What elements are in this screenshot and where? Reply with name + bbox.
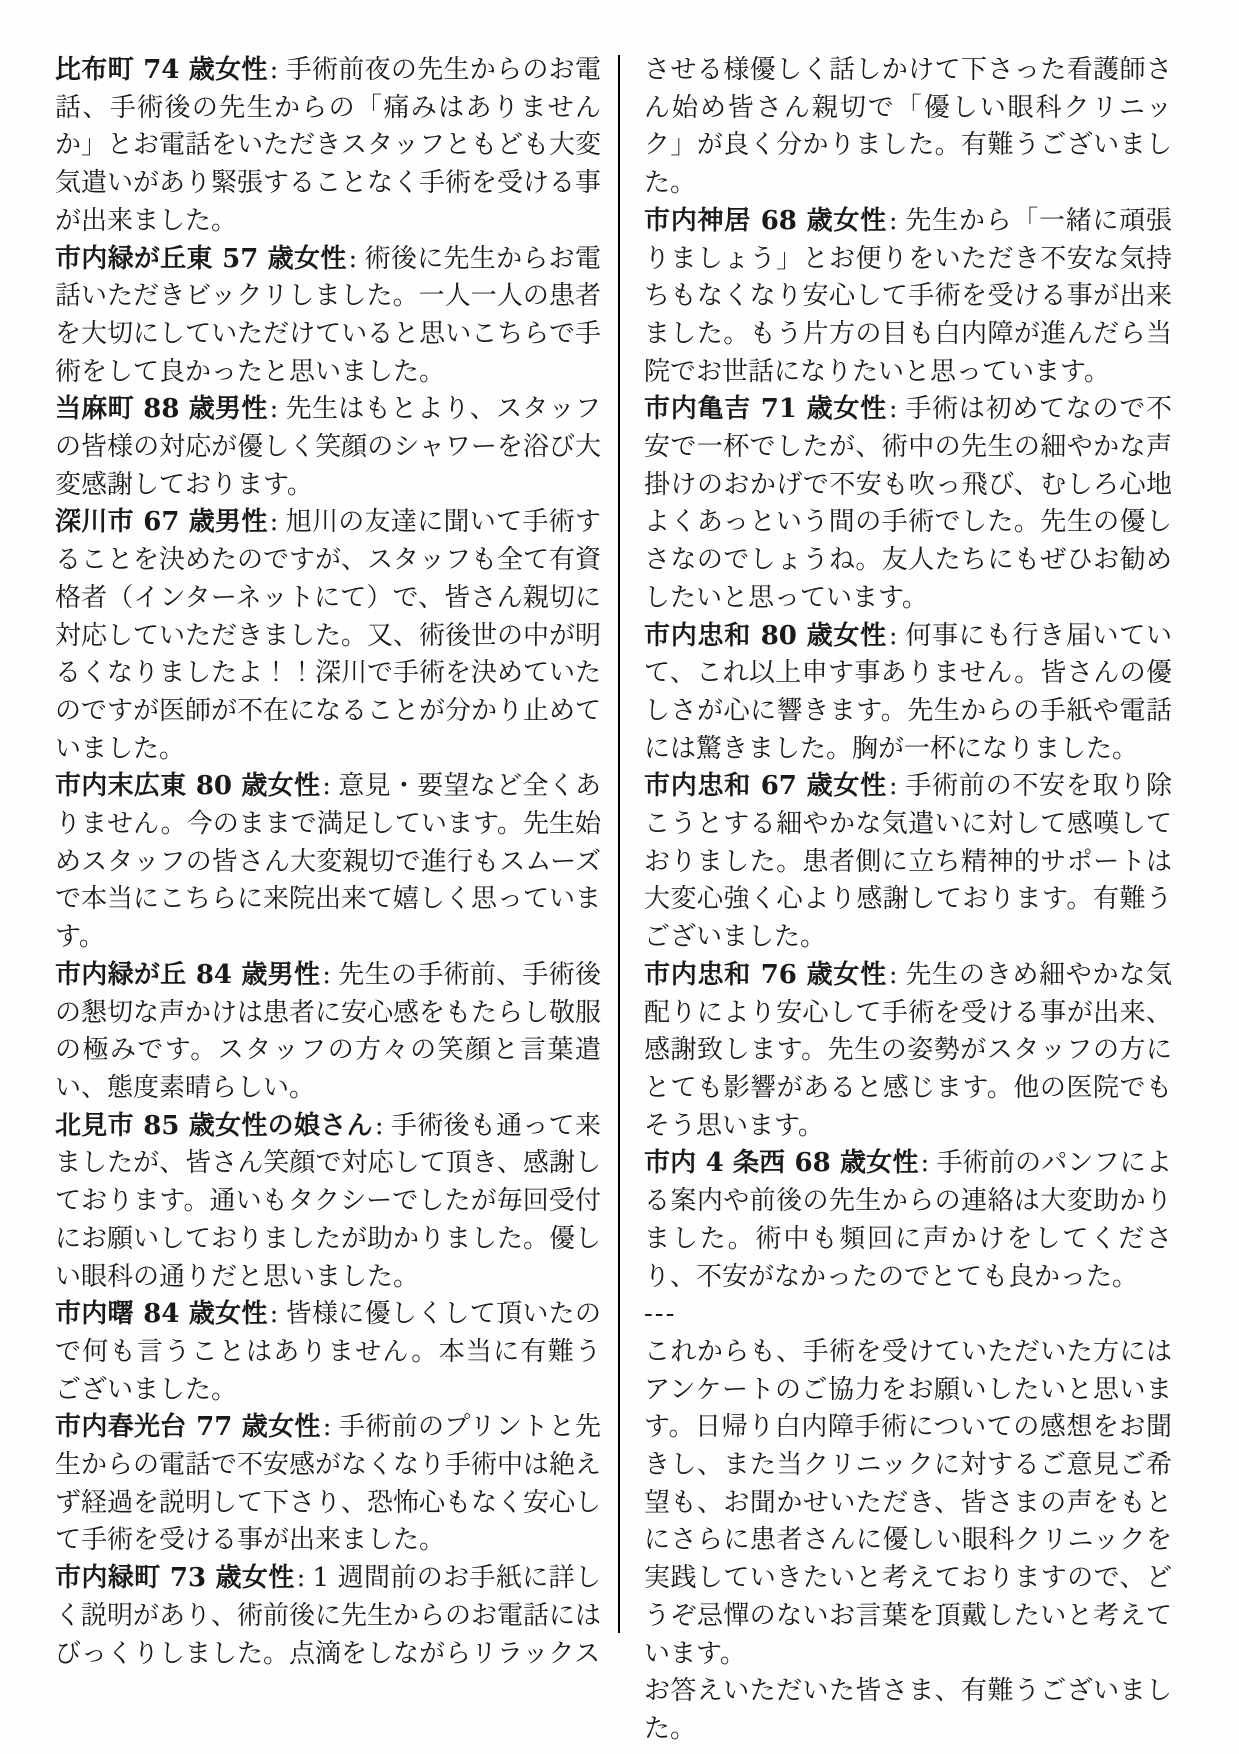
- colon-separator: :: [322, 771, 332, 802]
- testimonial-entry: [55, 391, 601, 504]
- left-column: [55, 52, 601, 1673]
- colon-separator: :: [269, 507, 279, 538]
- testimonial-text: 旭川の友達に聞いて手術することを決めたのですが、スタッフも全て有資格者（インターネットにて）で、皆さん親切に対応していただきました。又、術後世の中が明るくなりましたよ！！深川で手術を決めていたのですが医師が不在になることが分かり止めていました。: [55, 507, 602, 764]
- colon-separator: :: [348, 243, 358, 274]
- testimonial-text: 先生のきめ細やかな気配りにより安心して手術を受ける事が出来、感謝致します。先生の姿勢がスタッフの方にとても影響があると感じます。他の医院でもそう思います。: [644, 959, 1172, 1141]
- closing-paragraph: これからも、手術を受けていただいた方にはアンケートのご協力をお願いしたいと思います。日帰り白内障手術についての感想をお聞きし、また当クリニックに対するご意見ご希望も、お聞かせいただき、皆さまの声をもとにさらに患者さんに優しい眼科クリニックを実践していきたいと考えておりますので、どうぞ忌憚のないお言葉を頂戴したいと考えています。: [644, 1336, 1172, 1669]
- testimonial-text: 手術前のパンフによる案内や前後の先生からの連絡は大変助かりました。術中も頻回に声かけをしてくださり、不安がなかったのでとても良かった。: [644, 1148, 1172, 1292]
- colon-separator: :: [888, 205, 898, 236]
- testimonial-name: 市内曙 84 歳女性: [55, 1299, 268, 1330]
- testimonial-entry: [644, 1145, 1172, 1296]
- testimonial-name: 当麻町 88 歳男性: [55, 394, 268, 425]
- testimonial-entry: [644, 957, 1172, 1146]
- right-column: [644, 52, 1172, 1749]
- testimonial-name: 市内忠和 67 歳女性: [644, 771, 887, 802]
- colon-separator: :: [888, 959, 898, 990]
- testimonial-text: 先生はもとより、スタッフの皆様の対応が優しく笑顔のシャワーを浴び大変感謝しております。: [55, 394, 601, 500]
- testimonial-name: 比布町 74 歳女性: [55, 55, 268, 85]
- testimonial-name: 市内緑町 73 歳女性: [55, 1563, 295, 1594]
- testimonial-text: 手術は初めてなので不安で一杯でしたが、術中の先生の細やかな声掛けのおかげで不安も吹っ飛び、むしろ心地よくあっという間の手術でした。先生の優しさなのでしょうね。友人たちにもぜひお勧めしたいと思っています。: [644, 394, 1172, 613]
- testimonial-name: 市内神居 68 歳女性: [644, 205, 887, 236]
- colon-separator: :: [888, 771, 898, 802]
- testimonial-name: 市内忠和 80 歳女性: [644, 620, 887, 651]
- colon-separator: :: [322, 1412, 332, 1443]
- testimonial-entry: [55, 241, 601, 392]
- colon-separator: :: [269, 394, 279, 425]
- testimonial-text: 先生から「一緒に頑張りましょう」とお便りをいただき不安な気持ちもなくなり安心して手術を受ける事が出来ました。もう片方の目も白内障が進んだら当院でお世話になりたいと思っています。: [644, 205, 1172, 387]
- colon-separator: :: [920, 1148, 930, 1179]
- testimonial-text: 1 週間前のお手紙に詳しく説明があり、術前後に先生からのお電話にはびっくりしました。点滴をしながらリラックス: [55, 1563, 602, 1669]
- section-separator-dashes: ---: [644, 1299, 677, 1330]
- testimonial-entry: [644, 203, 1172, 392]
- testimonial-name: 深川市 67 歳男性: [55, 507, 268, 538]
- testimonial-entry: [644, 391, 1172, 617]
- testimonial-name: 北見市 85 歳女性の娘さん: [55, 1110, 373, 1141]
- testimonial-text: 何事にも行き届いていて、これ以上申す事ありません。皆さんの優しさが心に響きます。先生からの手紙や電話には驚きました。胸が一杯になりました。: [644, 620, 1172, 764]
- colon-separator: :: [888, 620, 898, 651]
- testimonial-entry: [55, 1409, 601, 1560]
- testimonial-entry: [55, 1108, 601, 1297]
- testimonial-text: 手術前の不安を取り除こうとする細やかな気遣いに対して感嘆しておりました。患者側に立ち精神的サポートは大変心強く心より感謝しております。有難うございました。: [644, 771, 1172, 953]
- colon-separator: :: [296, 1563, 306, 1594]
- testimonial-continuation: させる様優しく話しかけて下さった看護師さん始め皆さん親切で「優しい眼科クリニック」が良く分かりました。有難うございました。: [644, 55, 1172, 199]
- colon-separator: :: [269, 1299, 279, 1330]
- colon-separator: :: [374, 1110, 384, 1141]
- testimonial-text: 手術前のプリントと先生からの電話で不安感がなくなり手術中は絶えず経過を説明して下さり、恐怖心もなく安心して手術を受ける事が出来ました。: [55, 1412, 602, 1556]
- testimonial-entry: [55, 52, 601, 241]
- testimonial-name: 市内緑が丘 84 歳男性: [55, 959, 321, 990]
- testimonial-entry: [55, 1560, 601, 1673]
- column-divider-line: [618, 55, 620, 1633]
- testimonial-entry: [55, 957, 601, 1108]
- closing-thanks-line: お答えいただいた皆さま、有難うございました。: [644, 1676, 1172, 1744]
- testimonial-text: 先生の手術前、手術後の懇切な声かけは患者に安心感をもたらし敬服の極みです。スタッフの方々の笑顔と言葉遣い、態度素晴らしい。: [55, 959, 602, 1103]
- testimonial-name: 市内春光台 77 歳女性: [55, 1412, 321, 1443]
- testimonial-entry: [55, 768, 601, 957]
- testimonial-name: 市内末広東 80 歳女性: [55, 771, 321, 802]
- testimonial-entry: [644, 618, 1172, 769]
- testimonial-text: 皆様に優しくして頂いたので何も言うことはありません。本当に有難うございました。: [55, 1299, 601, 1405]
- testimonial-text: 術後に先生からお電話いただきビックリしました。一人一人の患者を大切にしていただけていると思いこちらで手術をして良かったと思いました。: [55, 243, 601, 387]
- testimonial-text: 意見・要望など全くありません。今のままで満足しています。先生始めスタッフの皆さん大変親切で進行もスムーズで本当にこちらに来院出来て嬉しく思っています。: [55, 771, 602, 953]
- colon-separator: :: [322, 959, 332, 990]
- testimonial-entry: [644, 768, 1172, 957]
- colon-separator: :: [269, 55, 279, 85]
- testimonial-name: 市内忠和 76 歳女性: [644, 959, 887, 990]
- colon-separator: :: [888, 394, 898, 425]
- testimonial-text: 手術前夜の先生からのお電話、手術後の先生からの「痛みはありませんか」とお電話をいただきスタッフともども大変気遣いがあり緊張することなく手術を受ける事が出来ました。: [55, 55, 602, 236]
- testimonial-name: 市内 4 条西 68 歳女性: [644, 1148, 919, 1179]
- testimonial-entry: [55, 1296, 601, 1409]
- testimonial-entry: [55, 504, 601, 768]
- testimonial-name: 市内緑が丘東 57 歳女性: [55, 243, 347, 274]
- testimonial-text: 手術後も通って来ましたが、皆さん笑顔で対応して頂き、感謝しております。通いもタクシーでしたが毎回受付にお願いしておりましたが助かりました。優しい眼科の通りだと思いました。: [55, 1110, 602, 1292]
- testimonial-name: 市内亀吉 71 歳女性: [644, 394, 887, 425]
